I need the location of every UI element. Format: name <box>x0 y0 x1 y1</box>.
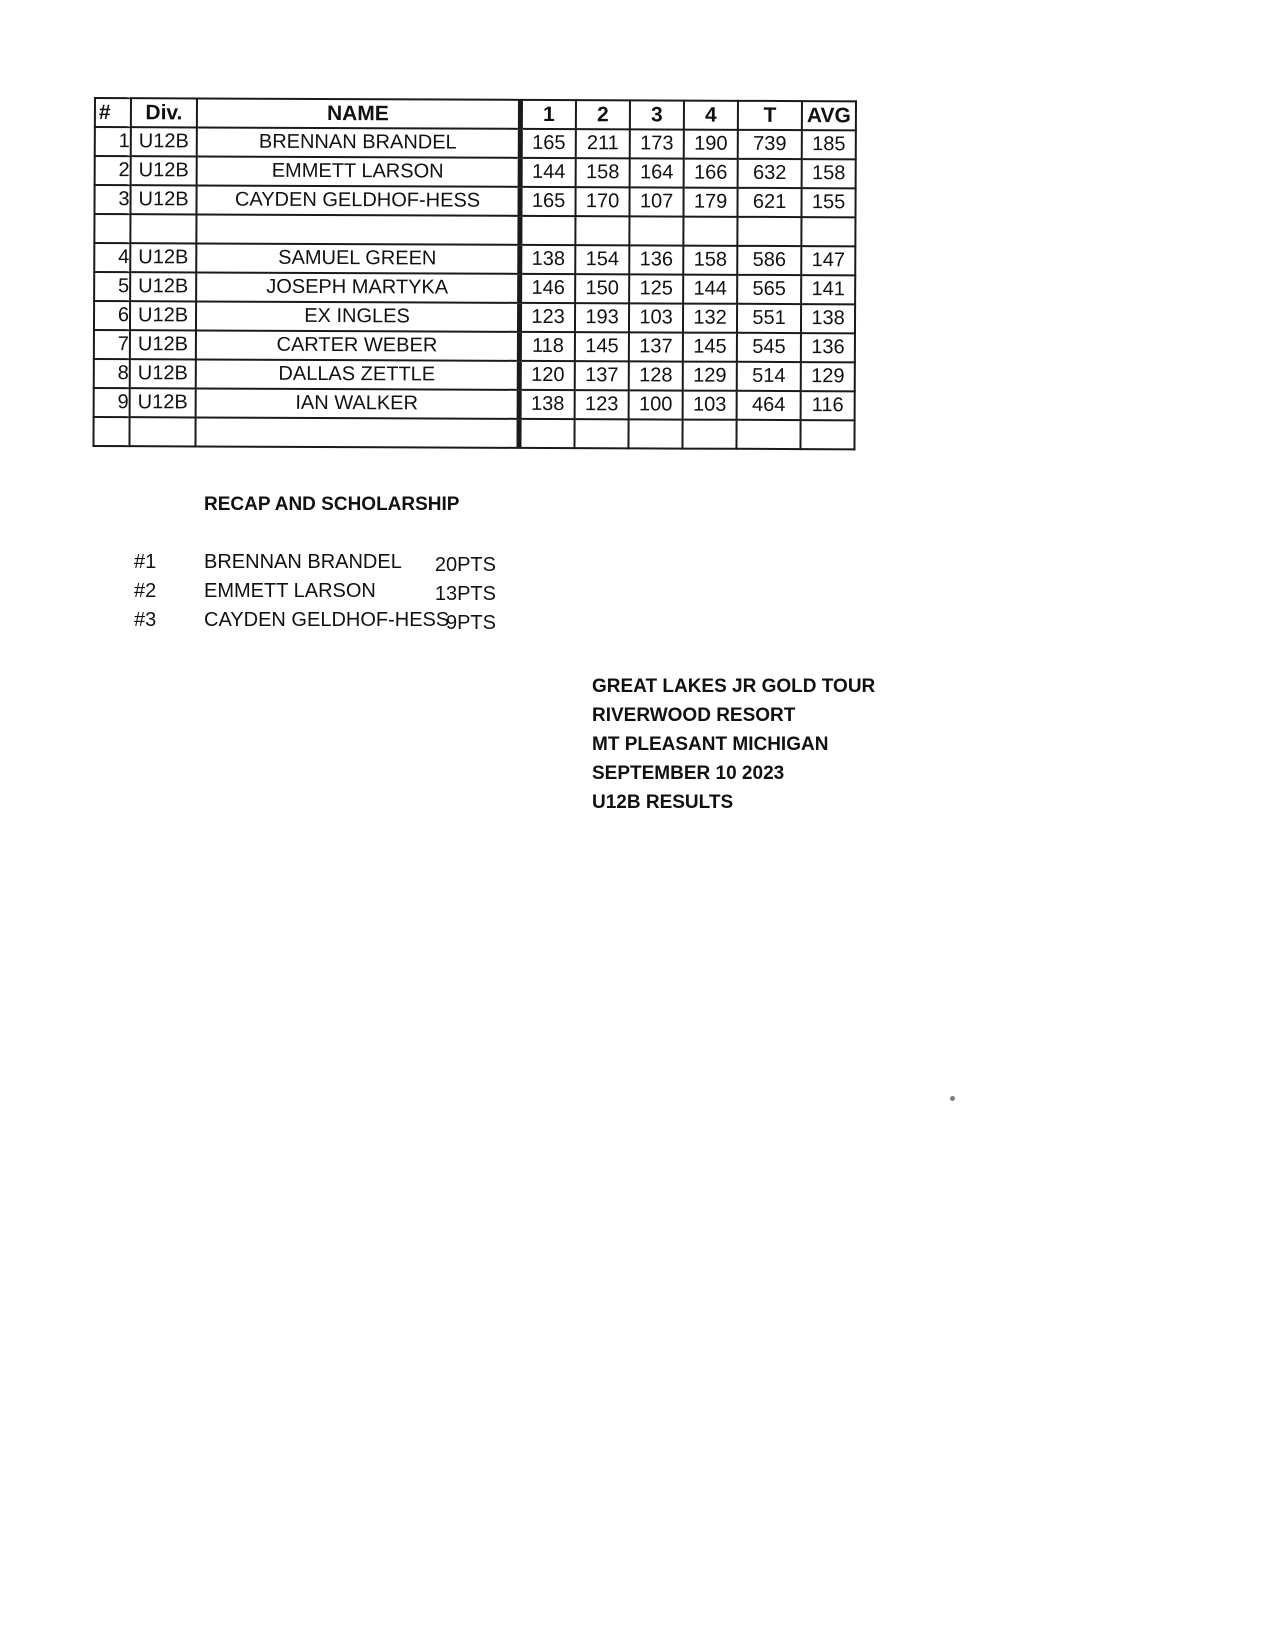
cell-name: IAN WALKER <box>196 388 520 418</box>
cell-game-2: 211 <box>576 129 630 158</box>
cell-division: U12B <box>130 272 196 301</box>
cell-game-4: 103 <box>683 391 737 420</box>
cell-total: 632 <box>738 159 802 188</box>
cell-game-3 <box>628 419 682 448</box>
cell-game-4 <box>683 217 737 246</box>
table-row <box>94 388 855 420</box>
cell-rank: 5 <box>94 272 130 301</box>
cell-game-4: 179 <box>683 188 737 217</box>
cell-division: U12B <box>130 359 196 388</box>
cell-game-4: 144 <box>683 275 737 304</box>
cell-game-2 <box>574 419 628 448</box>
cell-total <box>736 420 800 449</box>
cell-game-1: 120 <box>519 361 575 390</box>
event-date: SEPTEMBER 10 2023 <box>592 763 785 784</box>
cell-game-2: 145 <box>575 332 629 361</box>
recap-name: CAYDEN GELDHOF-HESS <box>204 609 450 631</box>
cell-total: 586 <box>737 246 801 275</box>
table-row <box>94 214 855 246</box>
cell-total: 514 <box>737 362 801 391</box>
cell-game-1: 123 <box>519 303 575 332</box>
cell-game-2 <box>575 216 629 245</box>
cell-game-3: 103 <box>629 303 683 332</box>
cell-division: U12B <box>130 330 196 359</box>
header-game-2: 2 <box>576 100 630 129</box>
event-division-results: U12B RESULTS <box>592 792 734 813</box>
table-row <box>95 127 856 159</box>
cell-average: 147 <box>801 246 855 275</box>
recap-rank: #2 <box>134 580 157 602</box>
cell-division <box>129 417 195 446</box>
cell-game-1: 144 <box>520 158 576 187</box>
cell-rank: 1 <box>95 127 131 156</box>
cell-game-2: 158 <box>576 158 630 187</box>
cell-game-3: 128 <box>629 361 683 390</box>
results-table <box>92 97 857 450</box>
recap-name: BRENNAN BRANDEL <box>204 551 402 573</box>
cell-rank <box>93 417 129 446</box>
cell-name: EMMETT LARSON <box>197 156 521 186</box>
results-table-body <box>93 127 855 449</box>
header-average: AVG <box>802 101 856 130</box>
cell-game-1: 138 <box>519 390 575 419</box>
cell-division: U12B <box>130 243 196 272</box>
cell-game-2: 137 <box>575 361 629 390</box>
cell-rank: 8 <box>94 359 130 388</box>
table-row <box>95 156 856 188</box>
cell-name: CAYDEN GELDHOF-HESS <box>196 185 520 215</box>
cell-game-4: 132 <box>683 304 737 333</box>
cell-game-1: 146 <box>520 274 576 303</box>
cell-division: U12B <box>131 127 197 156</box>
cell-average: 116 <box>801 391 855 420</box>
cell-game-1: 165 <box>520 129 576 158</box>
cell-game-2: 123 <box>575 390 629 419</box>
cell-game-1 <box>520 216 576 245</box>
header-total: T <box>738 101 802 130</box>
scan-speck <box>950 1096 955 1101</box>
cell-average: 158 <box>802 159 856 188</box>
cell-average: 155 <box>801 188 855 217</box>
cell-rank: 9 <box>94 388 130 417</box>
cell-division <box>130 214 196 243</box>
cell-total <box>737 217 801 246</box>
cell-rank: 4 <box>94 243 130 272</box>
cell-game-3: 100 <box>629 390 683 419</box>
cell-game-2: 170 <box>575 187 629 216</box>
cell-game-4 <box>682 420 736 449</box>
cell-game-2: 193 <box>575 303 629 332</box>
cell-name: EX INGLES <box>196 301 520 331</box>
recap-title: RECAP AND SCHOLARSHIP <box>204 494 460 515</box>
cell-total: 551 <box>737 304 801 333</box>
cell-game-1: 165 <box>520 187 576 216</box>
cell-average: 138 <box>801 304 855 333</box>
cell-game-3: 125 <box>629 274 683 303</box>
table-row <box>94 301 855 333</box>
cell-total: 739 <box>738 130 802 159</box>
cell-name <box>196 214 520 244</box>
event-tour-name: GREAT LAKES JR GOLD TOUR <box>592 676 876 697</box>
event-info <box>592 672 875 817</box>
header-division: Div. <box>131 98 197 127</box>
table-row <box>94 185 855 217</box>
cell-average: 185 <box>802 130 856 159</box>
recap-points: 20PTS <box>434 554 496 576</box>
header-game-1: 1 <box>520 100 576 129</box>
cell-division: U12B <box>130 388 196 417</box>
cell-average <box>801 217 855 246</box>
cell-name: DALLAS ZETTLE <box>196 359 520 389</box>
cell-average: 141 <box>801 275 855 304</box>
cell-rank: 2 <box>95 156 131 185</box>
cell-game-4: 129 <box>683 362 737 391</box>
cell-division: U12B <box>130 301 196 330</box>
header-game-3: 3 <box>630 100 684 129</box>
cell-game-3 <box>629 216 683 245</box>
table-row <box>94 272 855 304</box>
cell-name: SAMUEL GREEN <box>196 243 520 273</box>
table-row <box>93 417 854 449</box>
header-game-4: 4 <box>684 101 738 130</box>
cell-average: 136 <box>801 333 855 362</box>
table-row <box>94 330 855 362</box>
cell-division: U12B <box>131 156 197 185</box>
cell-rank <box>94 214 130 243</box>
cell-average: 129 <box>801 362 855 391</box>
cell-rank: 3 <box>94 185 130 214</box>
cell-rank: 6 <box>94 301 130 330</box>
cell-game-2: 150 <box>575 274 629 303</box>
cell-game-3: 136 <box>629 245 683 274</box>
event-venue: RIVERWOOD RESORT <box>592 705 796 726</box>
cell-game-4: 158 <box>683 246 737 275</box>
cell-game-3: 107 <box>629 187 683 216</box>
cell-game-1: 118 <box>519 332 575 361</box>
cell-name: BRENNAN BRANDEL <box>197 127 521 157</box>
cell-game-3: 137 <box>629 332 683 361</box>
cell-game-2: 154 <box>575 245 629 274</box>
cell-game-4: 145 <box>683 333 737 362</box>
cell-name <box>195 417 519 447</box>
cell-total: 545 <box>737 333 801 362</box>
cell-total: 565 <box>737 275 801 304</box>
recap-rank: #3 <box>134 609 157 631</box>
header-name: NAME <box>197 98 521 128</box>
table-header-row <box>95 98 856 130</box>
cell-average <box>800 420 854 449</box>
cell-rank: 7 <box>94 330 130 359</box>
cell-game-3: 173 <box>630 129 684 158</box>
cell-game-3: 164 <box>630 158 684 187</box>
cell-game-1: 138 <box>520 245 576 274</box>
cell-name: JOSEPH MARTYKA <box>196 272 520 302</box>
recap-name: EMMETT LARSON <box>204 580 376 602</box>
recap-rank: #1 <box>134 551 157 573</box>
cell-total: 621 <box>737 188 801 217</box>
cell-division: U12B <box>130 185 196 214</box>
cell-game-4: 190 <box>684 130 738 159</box>
cell-game-4: 166 <box>684 159 738 188</box>
recap-points: 13PTS <box>434 583 496 605</box>
table-row <box>94 243 855 275</box>
cell-game-1 <box>519 419 575 448</box>
event-location: MT PLEASANT MICHIGAN <box>592 734 829 755</box>
cell-name: CARTER WEBER <box>196 330 520 360</box>
header-rank: # <box>95 98 131 127</box>
recap-points: 9PTS <box>445 612 496 634</box>
table-row <box>94 359 855 391</box>
cell-total: 464 <box>737 391 801 420</box>
